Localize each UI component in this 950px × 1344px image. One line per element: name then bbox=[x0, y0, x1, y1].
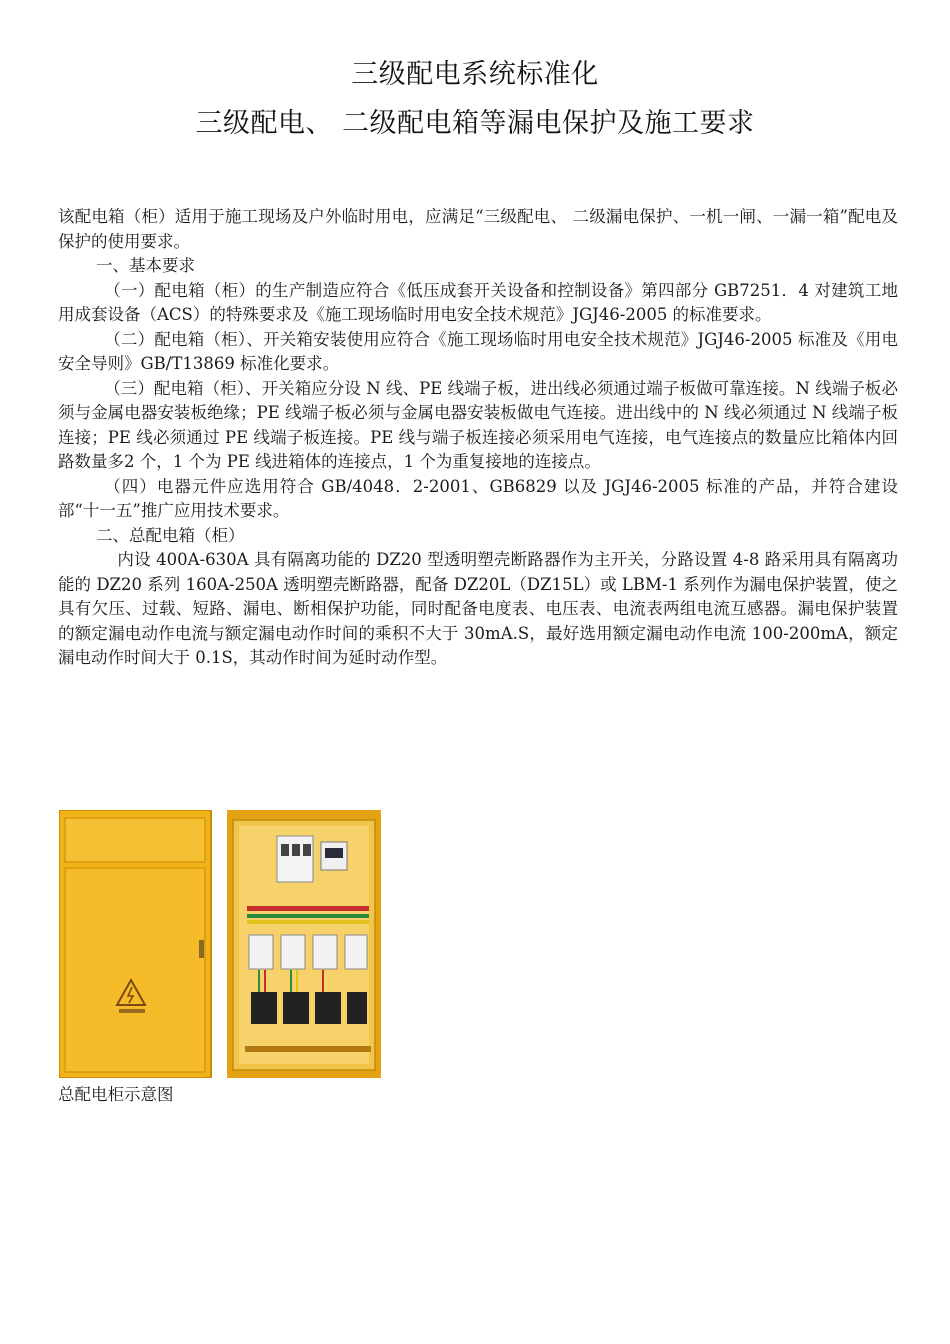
closed-cabinet-image bbox=[59, 810, 211, 1078]
open-cabinet-image bbox=[227, 810, 381, 1078]
paragraph-requirement-2: （二）配电箱（柜）、开关箱安装使用应符合《施工现场临时用电安全技术规范》JGJ46-2005 标准及《用电安全导则》GB/T13869 标准化要求。 bbox=[58, 329, 898, 373]
paragraph-requirement-3: （三）配电箱（柜）、开关箱应分设 N 线、PE 线端子板，进出线必须通过端子板做可靠连接。N 线端子板必须与金属电器安装板绝缘；PE 线端子板必须与金属电器安装板做电气连接。进出线中的 N 线必须通过 N 线端子板连接；PE 线必须通过 PE 线端子板连接。PE 线与端子板连接必须采用电气连接，电气连接点的数量应比箱体内回路数量多2 个，1 个为 PE 线进箱体的连接点，1 个为重复接地的连接点。 bbox=[58, 378, 898, 471]
figure-caption: 总配电柜示意图 bbox=[58, 1085, 174, 1104]
paragraph-requirement-4: （四）电器元件应选用符合 GB/4048．2-2001、GB6829 以及 JGJ46-2005 标准的产品，并符合建设部“十一五”推广应用技术要求。 bbox=[58, 476, 898, 520]
section-heading-basic-requirements: 一、基本要求 bbox=[95, 256, 195, 275]
document-subtitle: 三级配电、 二级配电箱等漏电保护及施工要求 bbox=[195, 108, 755, 139]
document-title: 三级配电系统标准化 bbox=[351, 59, 599, 90]
paragraph-main-distribution-box: 内设 400A-630A 具有隔离功能的 DZ20 型透明塑壳断路器作为主开关，分路设置 4-8 路采用具有隔离功能的 DZ20 系列 160A-250A 透明塑壳断路器，配备 DZ20L（DZ15L）或 LBM-1 系列作为漏电保护装置，使之具有欠压、过载、短路、漏电、断相保护功能，同时配备电度表、电压表、电流表两组电流互感器。漏电保护装置的额定漏电动作电流与额定漏电动作时间的乘积不大于 30mA.S，最好选用额定漏电动作电流 100-200mA，额定漏电动作时间大于 0.1S，其动作时间为延时动作型。 bbox=[58, 550, 898, 667]
document-body bbox=[58, 205, 898, 671]
intro-paragraph: 该配电箱（柜）适用于施工现场及户外临时用电，应满足“三级配电、 二级漏电保护、一机一闸、一漏一箱”配电及保护的使用要求。 bbox=[58, 207, 898, 251]
paragraph-requirement-1: （一）配电箱（柜）的生产制造应符合《低压成套开关设备和控制设备》第四部分 GB7251．4 对建筑工地用成套设备（ACS）的特殊要求及《施工现场临时用电安全技术规范》JGJ46-2005 的标准要求。 bbox=[58, 280, 898, 324]
section-heading-main-distribution-box: 二、总配电箱（柜） bbox=[95, 525, 245, 545]
distribution-cabinet-photo bbox=[59, 810, 381, 1078]
